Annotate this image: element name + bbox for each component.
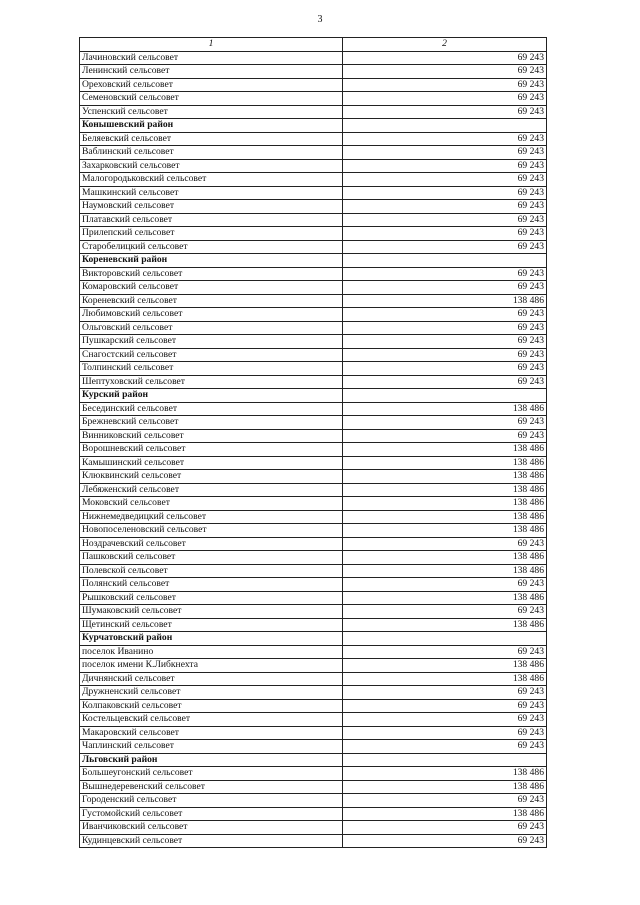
table-row bbox=[80, 159, 547, 173]
settlement-name: Бесединский сельсовет bbox=[80, 402, 343, 416]
settlement-name: Пашковский сельсовет bbox=[80, 551, 343, 565]
amount-cell: 69 243 bbox=[343, 821, 547, 835]
settlement-name: Шумаковский сельсовет bbox=[80, 605, 343, 619]
settlement-name: Щетинский сельсовет bbox=[80, 618, 343, 632]
amount-cell: 138 486 bbox=[343, 564, 547, 578]
amount-cell: 69 243 bbox=[343, 348, 547, 362]
settlement-name: Ленинский сельсовет bbox=[80, 65, 343, 79]
page-number: 3 bbox=[317, 14, 323, 25]
table-row bbox=[80, 267, 547, 281]
table-row bbox=[80, 402, 547, 416]
amount-cell: 138 486 bbox=[343, 767, 547, 781]
amount-cell: 138 486 bbox=[343, 497, 547, 511]
table-row bbox=[80, 200, 547, 214]
amount-cell: 69 243 bbox=[343, 92, 547, 106]
settlement-name: Успенский сельсовет bbox=[80, 105, 343, 119]
settlement-name: Кудинцевский сельсовет bbox=[80, 834, 343, 848]
table-row bbox=[80, 65, 547, 79]
amount-cell: 69 243 bbox=[343, 105, 547, 119]
settlement-name: Дружненский сельсовет bbox=[80, 686, 343, 700]
amount-cell bbox=[343, 389, 547, 403]
table-row bbox=[80, 524, 547, 538]
table-row bbox=[80, 645, 547, 659]
settlement-name: Лебяженский сельсовет bbox=[80, 483, 343, 497]
table-row bbox=[80, 807, 547, 821]
table-row bbox=[80, 213, 547, 227]
table-row bbox=[80, 78, 547, 92]
amount-cell bbox=[343, 753, 547, 767]
amount-cell: 138 486 bbox=[343, 443, 547, 457]
amount-cell: 69 243 bbox=[343, 578, 547, 592]
amount-cell: 69 243 bbox=[343, 537, 547, 551]
amount-cell: 138 486 bbox=[343, 618, 547, 632]
table-row bbox=[80, 348, 547, 362]
table-row bbox=[80, 564, 547, 578]
settlement-name: Кореневский сельсовет bbox=[80, 294, 343, 308]
district-header-row bbox=[80, 389, 547, 403]
table-row bbox=[80, 240, 547, 254]
settlement-name: Колпаковский сельсовет bbox=[80, 699, 343, 713]
settlement-name: Нижнемедведицкий сельсовет bbox=[80, 510, 343, 524]
table-row bbox=[80, 497, 547, 511]
table-row bbox=[80, 132, 547, 146]
amount-cell: 69 243 bbox=[343, 159, 547, 173]
amount-cell: 138 486 bbox=[343, 402, 547, 416]
amount-cell bbox=[343, 119, 547, 133]
amount-cell: 69 243 bbox=[343, 308, 547, 322]
settlement-name: Ваблинский сельсовет bbox=[80, 146, 343, 160]
amount-cell: 138 486 bbox=[343, 483, 547, 497]
amount-cell: 138 486 bbox=[343, 551, 547, 565]
table-row bbox=[80, 375, 547, 389]
table-row bbox=[80, 483, 547, 497]
table-row bbox=[80, 834, 547, 848]
amount-cell: 69 243 bbox=[343, 699, 547, 713]
settlement-name: поселок Иванино bbox=[80, 645, 343, 659]
table-row bbox=[80, 767, 547, 781]
amount-cell: 138 486 bbox=[343, 510, 547, 524]
table-row bbox=[80, 429, 547, 443]
settlement-name: Толпинский сельсовет bbox=[80, 362, 343, 376]
table-row bbox=[80, 510, 547, 524]
settlement-name: Ноздрачевский сельсовет bbox=[80, 537, 343, 551]
table-row bbox=[80, 699, 547, 713]
amount-cell: 69 243 bbox=[343, 834, 547, 848]
settlement-name: Иванчиковский сельсовет bbox=[80, 821, 343, 835]
amount-cell: 69 243 bbox=[343, 267, 547, 281]
table-row bbox=[80, 578, 547, 592]
table-row bbox=[80, 659, 547, 673]
table-row bbox=[80, 294, 547, 308]
settlement-name: Моковский сельсовет bbox=[80, 497, 343, 511]
district-header-row bbox=[80, 632, 547, 646]
settlement-name: поселок имени К.Либкнехта bbox=[80, 659, 343, 673]
settlement-name: Платавский сельсовет bbox=[80, 213, 343, 227]
settlement-name: Лачиновский сельсовет bbox=[80, 51, 343, 65]
table-row bbox=[80, 605, 547, 619]
district-header-row bbox=[80, 753, 547, 767]
amount-cell: 138 486 bbox=[343, 807, 547, 821]
amount-cell: 69 243 bbox=[343, 321, 547, 335]
settlement-name: Ольговский сельсовет bbox=[80, 321, 343, 335]
settlement-name: Любимовский сельсовет bbox=[80, 308, 343, 322]
settlement-name: Густомойский сельсовет bbox=[80, 807, 343, 821]
amount-cell: 69 243 bbox=[343, 186, 547, 200]
settlement-name: Семеновский сельсовет bbox=[80, 92, 343, 106]
amount-cell: 69 243 bbox=[343, 65, 547, 79]
amount-cell: 69 243 bbox=[343, 416, 547, 430]
amount-cell: 69 243 bbox=[343, 362, 547, 376]
amount-cell: 69 243 bbox=[343, 713, 547, 727]
settlement-name: Викторовский сельсовет bbox=[80, 267, 343, 281]
table-row bbox=[80, 51, 547, 65]
settlement-name: Большеугонский сельсовет bbox=[80, 767, 343, 781]
table-row bbox=[80, 780, 547, 794]
settlement-name: Камышинский сельсовет bbox=[80, 456, 343, 470]
district-name: Кореневский район bbox=[80, 254, 343, 268]
table-row bbox=[80, 173, 547, 187]
amount-cell: 69 243 bbox=[343, 173, 547, 187]
amount-cell: 69 243 bbox=[343, 281, 547, 295]
amount-cell: 69 243 bbox=[343, 375, 547, 389]
amount-cell: 138 486 bbox=[343, 470, 547, 484]
amount-cell: 138 486 bbox=[343, 659, 547, 673]
district-name: Конышевский район bbox=[80, 119, 343, 133]
amount-cell: 138 486 bbox=[343, 524, 547, 538]
amount-cell: 69 243 bbox=[343, 227, 547, 241]
amount-cell: 138 486 bbox=[343, 456, 547, 470]
table-row bbox=[80, 362, 547, 376]
district-name: Курчатовский район bbox=[80, 632, 343, 646]
table-row bbox=[80, 686, 547, 700]
amount-cell: 69 243 bbox=[343, 605, 547, 619]
district-header-row bbox=[80, 254, 547, 268]
amount-cell: 69 243 bbox=[343, 146, 547, 160]
settlement-name: Городенский сельсовет bbox=[80, 794, 343, 808]
amount-cell: 69 243 bbox=[343, 132, 547, 146]
settlement-name: Наумовский сельсовет bbox=[80, 200, 343, 214]
settlement-name: Машкинский сельсовет bbox=[80, 186, 343, 200]
amount-cell: 69 243 bbox=[343, 51, 547, 65]
settlement-name: Клюквинский сельсовет bbox=[80, 470, 343, 484]
table-row bbox=[80, 821, 547, 835]
settlement-name: Вышнедеревенский сельсовет bbox=[80, 780, 343, 794]
table-row bbox=[80, 470, 547, 484]
settlement-name: Захарковский сельсовет bbox=[80, 159, 343, 173]
settlement-name: Дичнянский сельсовет bbox=[80, 672, 343, 686]
amount-cell: 69 243 bbox=[343, 686, 547, 700]
settlement-name: Пушкарский сельсовет bbox=[80, 335, 343, 349]
amount-cell: 69 243 bbox=[343, 429, 547, 443]
table-row bbox=[80, 281, 547, 295]
district-header-row bbox=[80, 119, 547, 133]
district-name: Курский район bbox=[80, 389, 343, 403]
amount-cell: 69 243 bbox=[343, 200, 547, 214]
district-name: Льговский район bbox=[80, 753, 343, 767]
settlement-name: Макаровский сельсовет bbox=[80, 726, 343, 740]
table-row bbox=[80, 726, 547, 740]
settlement-name: Беляевский сельсовет bbox=[80, 132, 343, 146]
data-table bbox=[79, 37, 547, 848]
table-header-row bbox=[80, 38, 547, 52]
amount-cell: 69 243 bbox=[343, 240, 547, 254]
table-row bbox=[80, 591, 547, 605]
amount-cell: 69 243 bbox=[343, 645, 547, 659]
amount-cell: 69 243 bbox=[343, 213, 547, 227]
column-header-2: 2 bbox=[343, 38, 547, 52]
settlement-name: Шептуховский сельсовет bbox=[80, 375, 343, 389]
settlement-name: Малогородьковский сельсовет bbox=[80, 173, 343, 187]
amount-cell: 69 243 bbox=[343, 335, 547, 349]
table-row bbox=[80, 92, 547, 106]
amount-cell: 69 243 bbox=[343, 726, 547, 740]
table-row bbox=[80, 416, 547, 430]
table-row bbox=[80, 321, 547, 335]
table-row bbox=[80, 551, 547, 565]
settlement-name: Полевской сельсовет bbox=[80, 564, 343, 578]
amount-cell: 69 243 bbox=[343, 78, 547, 92]
table-row bbox=[80, 146, 547, 160]
settlement-name: Костельцевский сельсовет bbox=[80, 713, 343, 727]
table-row bbox=[80, 186, 547, 200]
amount-cell: 138 486 bbox=[343, 780, 547, 794]
amount-cell: 69 243 bbox=[343, 794, 547, 808]
settlement-name: Винниковский сельсовет bbox=[80, 429, 343, 443]
amount-cell: 138 486 bbox=[343, 294, 547, 308]
table-row bbox=[80, 537, 547, 551]
settlement-name: Комаровский сельсовет bbox=[80, 281, 343, 295]
table-row bbox=[80, 794, 547, 808]
table-row bbox=[80, 443, 547, 457]
amount-cell bbox=[343, 632, 547, 646]
settlement-name: Старобелицкий сельсовет bbox=[80, 240, 343, 254]
settlement-name: Полянский сельсовет bbox=[80, 578, 343, 592]
amount-cell: 138 486 bbox=[343, 672, 547, 686]
table-row bbox=[80, 618, 547, 632]
table-row bbox=[80, 740, 547, 754]
amount-cell: 69 243 bbox=[343, 740, 547, 754]
table-row bbox=[80, 713, 547, 727]
table-row bbox=[80, 456, 547, 470]
settlement-name: Прилепский сельсовет bbox=[80, 227, 343, 241]
amount-cell: 138 486 bbox=[343, 591, 547, 605]
table-row bbox=[80, 335, 547, 349]
settlement-name: Новопоселеновский сельсовет bbox=[80, 524, 343, 538]
settlement-name: Рышковский сельсовет bbox=[80, 591, 343, 605]
table-row bbox=[80, 105, 547, 119]
settlement-name: Ореховский сельсовет bbox=[80, 78, 343, 92]
settlement-name: Ворошневский сельсовет bbox=[80, 443, 343, 457]
table-row bbox=[80, 308, 547, 322]
column-header-1: 1 bbox=[80, 38, 343, 52]
settlement-name: Снагостский сельсовет bbox=[80, 348, 343, 362]
settlement-name: Брежневский сельсовет bbox=[80, 416, 343, 430]
table-row bbox=[80, 227, 547, 241]
settlement-name: Чаплинский сельсовет bbox=[80, 740, 343, 754]
table-row bbox=[80, 672, 547, 686]
amount-cell bbox=[343, 254, 547, 268]
